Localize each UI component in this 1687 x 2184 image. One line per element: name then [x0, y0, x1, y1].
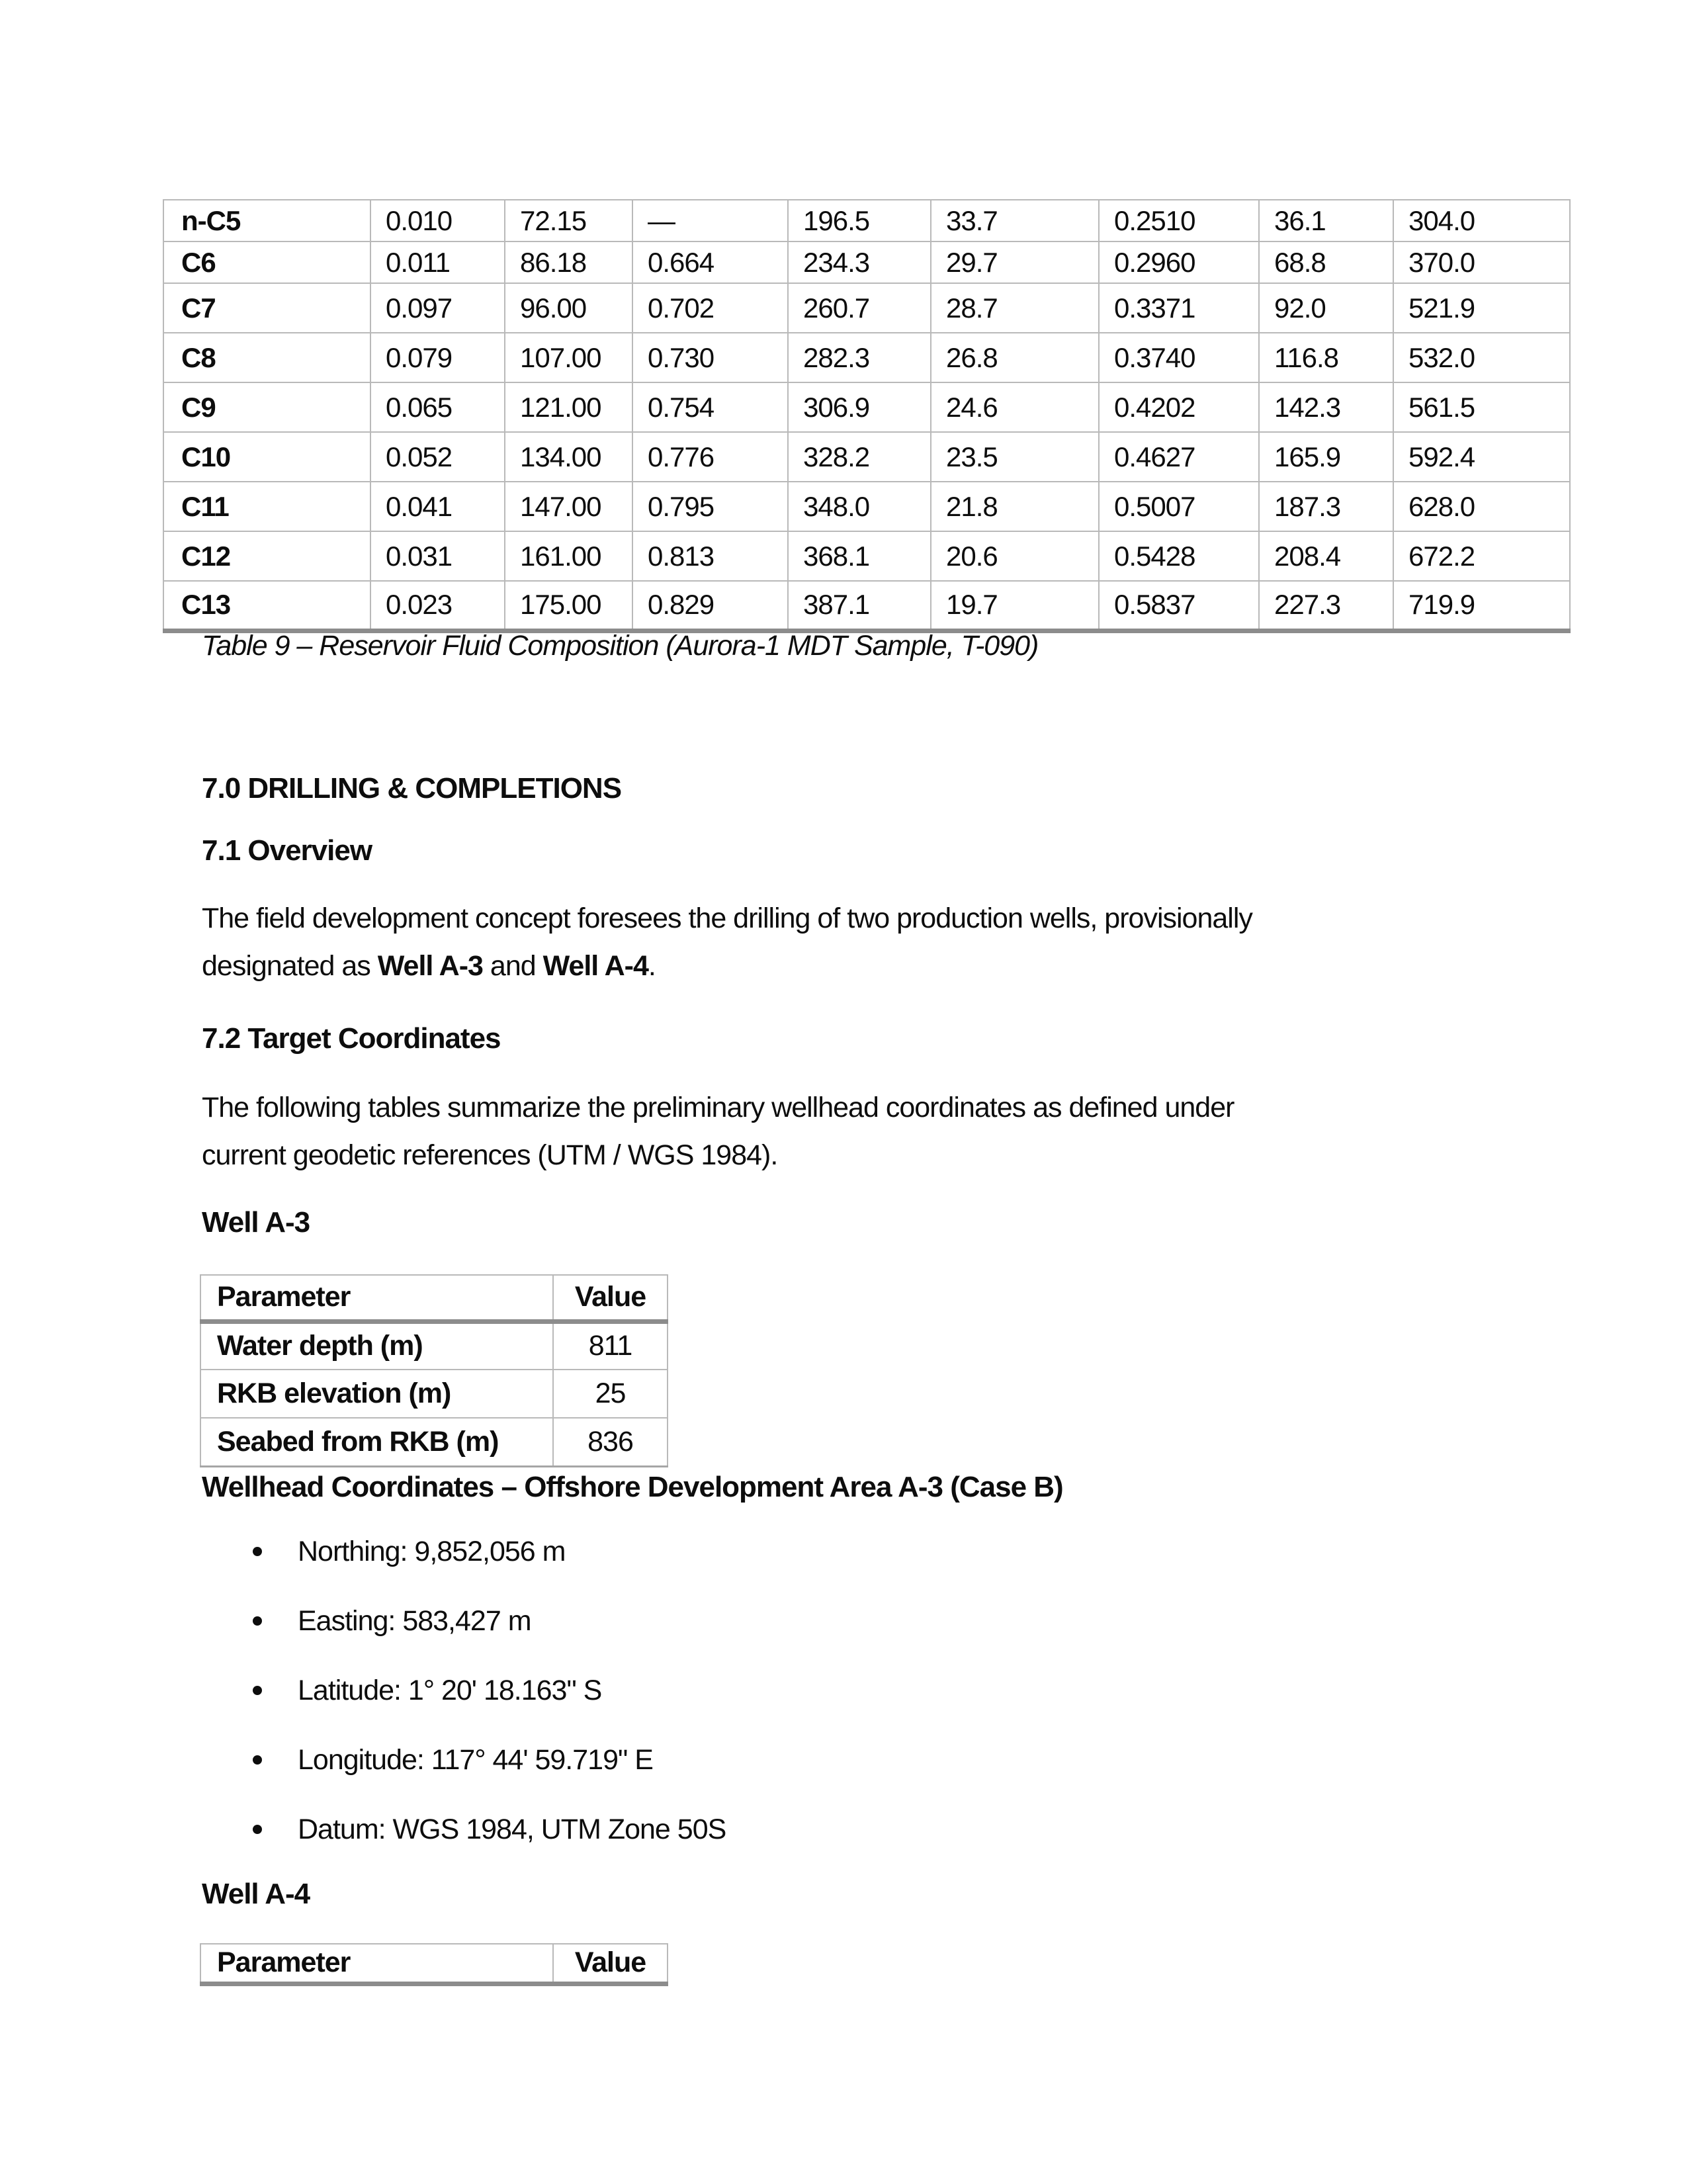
fluid-table-body [163, 200, 1570, 631]
value-cell: 0.011 [370, 241, 505, 283]
table-caption: Table 9 – Reservoir Fluid Composition (Aurora-1 MDT Sample, T-090) [202, 630, 1039, 662]
component-name-cell: C13 [163, 581, 370, 631]
fluid-table-row [163, 482, 1570, 531]
coordinate-bullet-item: Datum: WGS 1984, UTM Zone 50S [202, 1806, 726, 1853]
coordinate-bullet-item: Longitude: 117° 44' 59.719" E [202, 1736, 726, 1784]
value-cell: 187.3 [1259, 482, 1393, 531]
reservoir-fluid-composition-table [163, 199, 1571, 633]
value-cell: 0.031 [370, 531, 505, 581]
value-cell: 175.00 [505, 581, 632, 631]
table-header-row [200, 1275, 668, 1321]
paragraph-line: The field development concept foresees the drilling of two production wells, provisionally [202, 902, 1252, 934]
value-cell: 21.8 [931, 482, 1099, 531]
fluid-table-row [163, 382, 1570, 432]
value-cell: 719.9 [1393, 581, 1570, 631]
value-cell: 208.4 [1259, 531, 1393, 581]
value-cell: 628.0 [1393, 482, 1570, 531]
value-cell: 0.2960 [1099, 241, 1259, 283]
value-cell: 260.7 [788, 283, 931, 333]
value-cell: 387.1 [788, 581, 931, 631]
value-cell: 561.5 [1393, 382, 1570, 432]
value-cell: 0.3371 [1099, 283, 1259, 333]
value-header-cell: Value [553, 1944, 668, 1984]
value-cell: 672.2 [1393, 531, 1570, 581]
component-name-cell: C6 [163, 241, 370, 283]
value-cell: 0.829 [632, 581, 788, 631]
paragraph-line: current geodetic references (UTM / WGS 1984). [202, 1139, 778, 1171]
fluid-table-row [163, 531, 1570, 581]
value-cell: 304.0 [1393, 200, 1570, 241]
parameter-row [200, 1418, 668, 1466]
value-cell: 0.795 [632, 482, 788, 531]
value-cell: 96.00 [505, 283, 632, 333]
value-cell: 0.664 [632, 241, 788, 283]
value-header-cell: Value [553, 1275, 668, 1321]
value-cell: 0.813 [632, 531, 788, 581]
value-cell: 0.5837 [1099, 581, 1259, 631]
coordinate-bullet-item: Latitude: 1° 20' 18.163" S [202, 1667, 726, 1714]
fluid-table-row [163, 241, 1570, 283]
well-a4-heading: Well A-4 [202, 1878, 310, 1910]
value-cell: 0.730 [632, 333, 788, 382]
parameter-header-cell: Parameter [200, 1944, 553, 1984]
parameter-value-cell: 811 [553, 1321, 668, 1370]
value-cell: 68.8 [1259, 241, 1393, 283]
value-cell: 0.4202 [1099, 382, 1259, 432]
parameter-name-cell: Water depth (m) [200, 1321, 553, 1370]
subsection-heading-targets: 7.2 Target Coordinates [202, 1022, 501, 1055]
value-cell: 0.776 [632, 432, 788, 482]
subsection-heading-overview: 7.1 Overview [202, 834, 372, 867]
parameter-name-cell: RKB elevation (m) [200, 1370, 553, 1418]
parameter-table-body [200, 1321, 668, 1466]
value-cell: 107.00 [505, 333, 632, 382]
component-name-cell: n-C5 [163, 200, 370, 241]
value-cell: 24.6 [931, 382, 1099, 432]
value-cell: 196.5 [788, 200, 931, 241]
value-cell: 86.18 [505, 241, 632, 283]
value-cell: 521.9 [1393, 283, 1570, 333]
value-cell: 227.3 [1259, 581, 1393, 631]
value-cell: 142.3 [1259, 382, 1393, 432]
value-cell: 29.7 [931, 241, 1099, 283]
value-cell: 592.4 [1393, 432, 1570, 482]
section-heading-drilling: 7.0 DRILLING & COMPLETIONS [202, 772, 622, 805]
value-cell: 0.010 [370, 200, 505, 241]
component-name-cell: C9 [163, 382, 370, 432]
targets-paragraph [202, 1084, 1518, 1179]
value-cell: 0.3740 [1099, 333, 1259, 382]
value-cell: 370.0 [1393, 241, 1570, 283]
value-cell: 0.5007 [1099, 482, 1259, 531]
fluid-table-row [163, 432, 1570, 482]
value-cell: 348.0 [788, 482, 931, 531]
coordinate-bullet-item: Northing: 9,852,056 m [202, 1528, 726, 1575]
value-cell: 0.2510 [1099, 200, 1259, 241]
value-cell: 0.041 [370, 482, 505, 531]
well-a3-inline: Well A-3 [377, 950, 483, 982]
value-cell: 19.7 [931, 581, 1099, 631]
parameter-value-cell: 25 [553, 1370, 668, 1418]
component-name-cell: C12 [163, 531, 370, 581]
value-cell: 36.1 [1259, 200, 1393, 241]
fluid-table-row [163, 283, 1570, 333]
overview-paragraph [202, 895, 1518, 990]
component-name-cell: C10 [163, 432, 370, 482]
component-name-cell: C7 [163, 283, 370, 333]
wellhead-coordinates-caption: Wellhead Coordinates – Offshore Development Area A-3 (Case B) [202, 1471, 1063, 1503]
value-cell: 20.6 [931, 531, 1099, 581]
value-cell: 282.3 [788, 333, 931, 382]
value-cell: 0.097 [370, 283, 505, 333]
well-a3-parameter-table [200, 1274, 668, 1467]
well-a3-heading: Well A-3 [202, 1206, 310, 1239]
value-cell: — [632, 200, 788, 241]
value-cell: 121.00 [505, 382, 632, 432]
value-cell: 0.5428 [1099, 531, 1259, 581]
coordinate-bullet-item: Easting: 583,427 m [202, 1597, 726, 1645]
value-cell: 134.00 [505, 432, 632, 482]
parameter-row [200, 1370, 668, 1418]
value-cell: 28.7 [931, 283, 1099, 333]
coordinates-bullet-list [202, 1528, 726, 1875]
value-cell: 0.079 [370, 333, 505, 382]
parameter-header-cell: Parameter [200, 1275, 553, 1321]
fluid-table-row [163, 333, 1570, 382]
table-header-row [200, 1944, 668, 1984]
value-cell: 26.8 [931, 333, 1099, 382]
value-cell: 72.15 [505, 200, 632, 241]
value-cell: 147.00 [505, 482, 632, 531]
value-cell: 368.1 [788, 531, 931, 581]
parameter-value-cell: 836 [553, 1418, 668, 1466]
value-cell: 306.9 [788, 382, 931, 432]
paragraph-line: The following tables summarize the preliminary wellhead coordinates as defined under [202, 1092, 1234, 1123]
value-cell: 165.9 [1259, 432, 1393, 482]
well-a4-parameter-table [200, 1943, 668, 1986]
value-cell: 0.754 [632, 382, 788, 432]
component-name-cell: C8 [163, 333, 370, 382]
component-name-cell: C11 [163, 482, 370, 531]
value-cell: 92.0 [1259, 283, 1393, 333]
value-cell: 33.7 [931, 200, 1099, 241]
value-cell: 23.5 [931, 432, 1099, 482]
value-cell: 0.065 [370, 382, 505, 432]
fluid-table-row [163, 200, 1570, 241]
value-cell: 0.052 [370, 432, 505, 482]
value-cell: 0.023 [370, 581, 505, 631]
parameter-name-cell: Seabed from RKB (m) [200, 1418, 553, 1466]
value-cell: 532.0 [1393, 333, 1570, 382]
value-cell: 234.3 [788, 241, 931, 283]
value-cell: 328.2 [788, 432, 931, 482]
parameter-row [200, 1321, 668, 1370]
value-cell: 0.702 [632, 283, 788, 333]
well-a4-inline: Well A-4 [542, 950, 648, 982]
paragraph-line: designated as Well A-3 and Well A-4. [202, 950, 656, 982]
value-cell: 161.00 [505, 531, 632, 581]
value-cell: 0.4627 [1099, 432, 1259, 482]
value-cell: 116.8 [1259, 333, 1393, 382]
